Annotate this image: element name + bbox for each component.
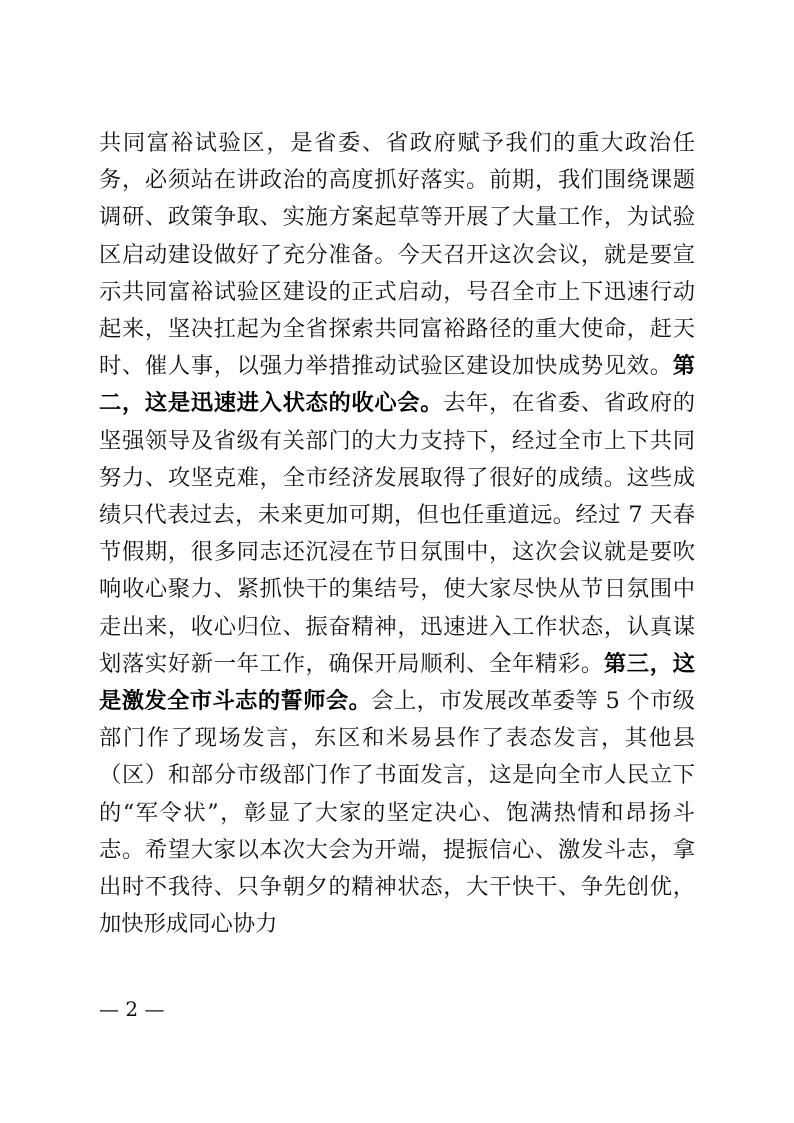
paragraph-segment-3: 会上，市发展改革委等 5 个市级部门作了现场发言，东区和米易县作了表态发言，其他县（区）和部分市级部门作了书面发言，这是向全市人民立下的“军令状”，彰显了大家的坚定决心、饱满热情和昂扬斗志。希望大家以本次大会为开端，提振信心、激发斗志，拿出时不我待、只争朝夕的精神状态，大干快干、争先创优，加快形成同心协力 xyxy=(99,688,695,938)
paragraph-segment-2: 去年，在省委、省政府的坚强领导及省级有关部门的大力支持下，经过全市上下共同努力、攻坚克难，全市经济发展取得了很好的成绩。这些成绩只代表过去，未来更加可期，但也任重道远。经过 7 天春节假期，很多同志还沉浸在节日氛围中，这次会议就是要吹响收心聚力、紧抓快干的集结号，使大家尽快从节日氛围中走出来，收心归位、振奋精神，迅速进入工作状态，认真谋划落实好新一年工作，确保开局顺利、全年精彩。 xyxy=(99,390,695,677)
body-paragraph xyxy=(99,125,695,943)
lead-sentence-third: 第三，这是激发全市斗志的誓师会。 xyxy=(99,650,695,715)
lead-sentence-second: 第二，这是迅速进入状态的收心会。 xyxy=(99,353,695,417)
page-number: — 2 — xyxy=(99,997,165,1021)
paragraph-segment-1: 共同富裕试验区，是省委、省政府赋予我们的重大政治任务，必须站在讲政治的高度抓好落实。前期，我们围绕课题调研、政策争取、实施方案起草等开展了大量工作，为试验区启动建设做好了充分准备。今天召开这次会议，就是要宣示共同富裕试验区建设的正式启动，号召全市上下迅速行动起来，坚决扛起为全省探索共同富裕路径的重大使命，赶天时、催人事，以强力举措推动试验区建设加快成势见效。 xyxy=(99,130,695,380)
